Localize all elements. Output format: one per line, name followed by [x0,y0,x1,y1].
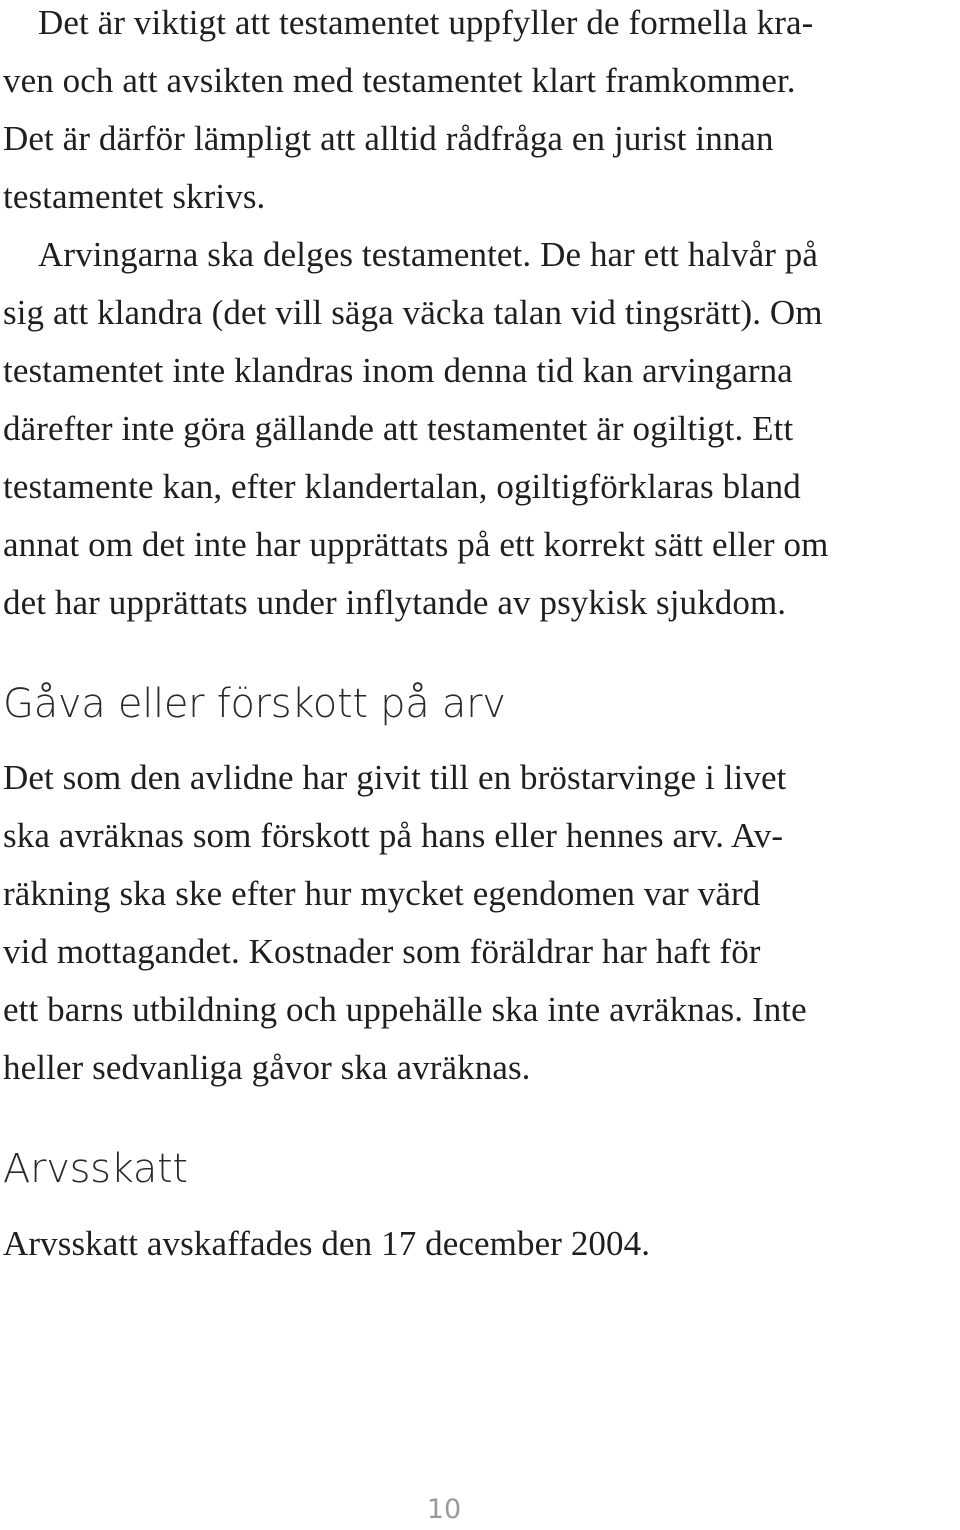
arvsskatt-line-1: Arvsskatt avskaffades den 17 december 2004. [3,1224,651,1263]
paragraph-1-line-3: Det är därför lämpligt att alltid rådfråga en jurist innan [3,119,774,158]
paragraph-2-line-7: det har upprättats under inflytande av psykisk sjukdom. [3,583,787,622]
section-heading-arvsskatt: Arvsskatt [3,1146,188,1192]
gava-line-5: ett barns utbildning och uppehälle ska inte avräknas. Inte [3,990,807,1029]
gava-line-4: vid mottagandet. Kostnader som föräldrar har haft för [3,932,761,971]
gava-line-6: heller sedvanliga gåvor ska avräknas. [3,1048,531,1087]
gava-line-1: Det som den avlidne har givit till en bröstarvinge i livet [3,758,787,797]
paragraph-2-line-1: Arvingarna ska delges testamentet. De har ett halvår på [38,235,819,274]
paragraph-2-line-3: testamentet inte klandras inom denna tid kan arvingarna [3,351,793,390]
paragraph-1-line-4: testamentet skrivs. [3,177,266,216]
gava-line-3: räkning ska ske efter hur mycket egendomen var värd [3,874,761,913]
page-number: 10 [426,1494,462,1525]
gava-line-2: ska avräknas som förskott på hans eller hennes arv. Av- [3,816,784,855]
paragraph-2-line-4: därefter inte göra gällande att testamentet är ogiltigt. Ett [3,409,794,448]
paragraph-1-line-1: Det är viktigt att testamentet uppfyller de formella kra- [38,3,814,42]
paragraph-1-line-2: ven och att avsikten med testamentet klart framkommer. [3,61,796,100]
paragraph-2-line-5: testamente kan, efter klandertalan, ogiltigförklaras bland [3,467,801,506]
section-heading-gava: Gåva eller förskott på arv [3,681,506,727]
paragraph-2-line-6: annat om det inte har upprättats på ett korrekt sätt eller om [3,525,829,564]
paragraph-2-line-2: sig att klandra (det vill säga väcka talan vid tingsrätt). Om [3,293,823,332]
